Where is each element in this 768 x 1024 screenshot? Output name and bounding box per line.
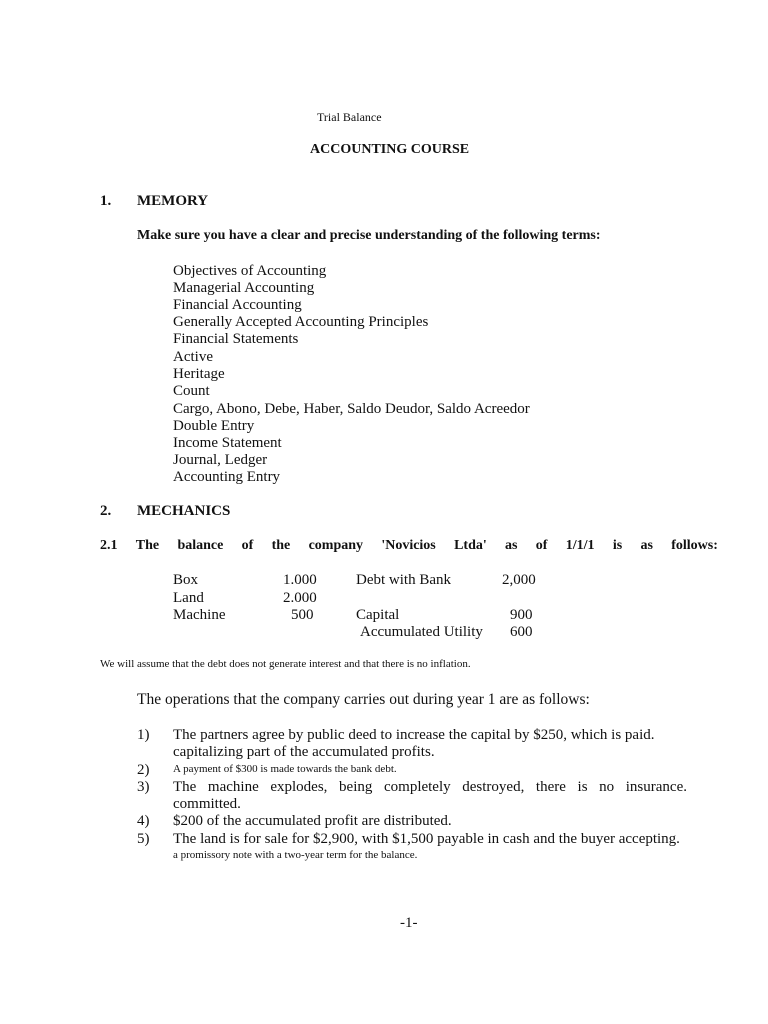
assumption-note: We will assume that the debt does not generate interest and that there is no inflation. (100, 658, 471, 670)
balance-asset-value: 1.000 (283, 572, 317, 588)
balance-asset-value: 2.000 (283, 590, 317, 606)
subsection-number: 2.1 (100, 538, 118, 553)
balance-asset-value: 500 (291, 607, 314, 623)
operation-text-continued: capitalizing part of the accumulated profits. (173, 744, 435, 760)
section-2-heading: MECHANICS (137, 503, 231, 519)
operation-item (173, 727, 687, 761)
subsection-word: of (535, 538, 548, 553)
subsection-word: 'Novicios (381, 538, 436, 553)
subsection-word: as (505, 538, 518, 553)
term-item: Cargo, Abono, Debe, Haber, Saldo Deudor, Saldo Acreedor (173, 401, 530, 417)
term-item: Double Entry (173, 418, 255, 434)
operation-number: 4) (137, 813, 150, 829)
term-item: Financial Statements (173, 331, 299, 347)
operation-text: The partners agree by public deed to increase the capital by $250, which is paid. (173, 727, 655, 743)
term-item: Journal, Ledger (173, 452, 268, 468)
section-1-instruction: Make sure you have a clear and precise understanding of the following terms: (137, 228, 601, 243)
subsection-word: The (135, 538, 160, 553)
term-item: Count (173, 383, 210, 399)
operation-item (173, 779, 687, 813)
document-subtitle: Trial Balance (317, 110, 382, 124)
subsection-word: Ltda' (454, 538, 487, 553)
operation-text: A payment of $300 is made towards the bank debt. (173, 763, 397, 775)
document-title: ACCOUNTING COURSE (310, 142, 470, 157)
subsection-word: company (308, 538, 364, 553)
subsection-word: balance (177, 538, 224, 553)
subsection-word: 1/1/1 (565, 538, 595, 553)
balance-liability-value: 600 (510, 624, 533, 640)
operation-number: 3) (137, 779, 150, 795)
balance-liability-label: Capital (356, 607, 400, 623)
section-1-number: 1. (100, 193, 112, 209)
operation-text: The land is for sale for $2,900, with $1,500 payable in cash and the buyer accepting. (173, 831, 680, 847)
balance-asset-label: Machine (173, 607, 226, 623)
term-item: Accounting Entry (173, 469, 281, 485)
subsection-word: the (271, 538, 291, 553)
operation-text-continued: committed. (173, 796, 241, 812)
operation-item (173, 831, 687, 862)
balance-liability-label: Accumulated Utility (360, 624, 483, 640)
operation-item (173, 813, 687, 830)
balance-liability-value: 2,000 (502, 572, 536, 588)
term-item: Generally Accepted Accounting Principles (173, 314, 429, 330)
term-item: Managerial Accounting (173, 280, 315, 296)
operation-text: $200 of the accumulated profit are distributed. (173, 813, 452, 829)
subsection-2-1-line (100, 538, 718, 554)
operation-text: The machine explodes, being completely destroyed, there is no insurance. (173, 779, 687, 795)
term-item: Heritage (173, 366, 225, 382)
operations-intro: The operations that the company carries out during year 1 are as follows: (137, 691, 590, 708)
operation-number: 2) (137, 762, 150, 778)
operation-number: 5) (137, 831, 150, 847)
page-number: -1- (400, 915, 418, 931)
term-item: Active (173, 349, 213, 365)
subsection-word: follows: (671, 538, 718, 553)
balance-liability-label: Debt with Bank (356, 572, 451, 588)
balance-asset-label: Box (173, 572, 199, 588)
section-2-number: 2. (100, 503, 112, 519)
subsection-word: as (640, 538, 653, 553)
term-item: Objectives of Accounting (173, 263, 327, 279)
section-1-heading: MEMORY (137, 193, 209, 209)
operation-number: 1) (137, 727, 150, 743)
operation-item (173, 761, 687, 778)
operation-text-continued: a promissory note with a two-year term for the balance. (173, 849, 418, 861)
balance-asset-label: Land (173, 590, 204, 606)
term-item: Income Statement (173, 435, 282, 451)
term-item: Financial Accounting (173, 297, 302, 313)
balance-liability-value: 900 (510, 607, 533, 623)
subsection-word: is (612, 538, 623, 553)
subsection-word: of (241, 538, 254, 553)
